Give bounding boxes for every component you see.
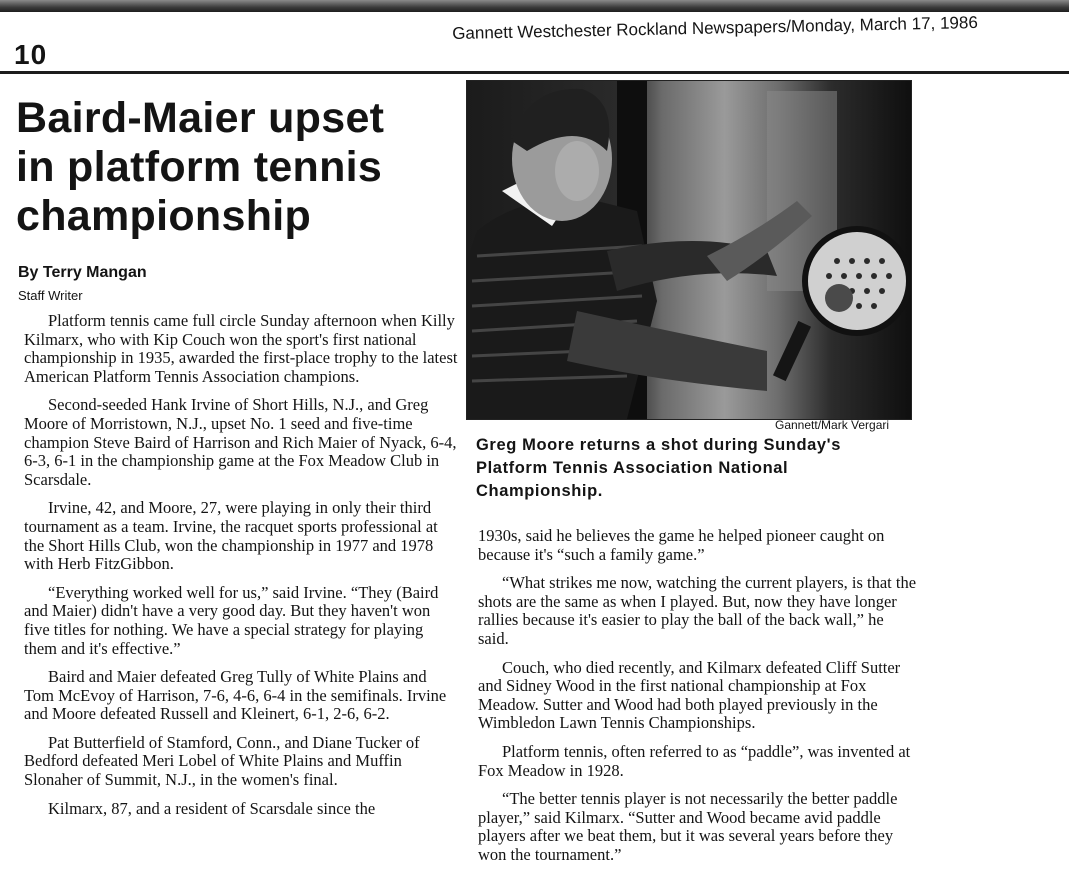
- article-paragraph: Kilmarx, 87, and a resident of Scarsdale since the: [48, 798, 376, 818]
- player-illustration: [467, 81, 911, 419]
- article-column-left: [24, 312, 460, 828]
- article-paragraph: Pat Butterfield of Stamford, Conn., and Diane Tucker of Bedford defeated Meri Lobel of White Plains and Muffin Slonaher of Summit, N.J., in the women's final.: [24, 732, 420, 790]
- article-paragraph: “The better tennis player is not necessarily the better paddle player,” said Kilmarx. “Sutter and Wood became avid paddle players after we beat them, but it was several years before they won the tournament.”: [478, 789, 898, 864]
- top-border: [0, 0, 1069, 12]
- article-paragraph: “What strikes me now, watching the current players, is that the shots are the same as when I played. But, now they have longer rallies because it's easier to play the ball of the back wall,” he said.: [478, 573, 917, 648]
- news-photo: [466, 80, 912, 420]
- article-paragraph: Irvine, 42, and Moore, 27, were playing in only their third tournament as a team. Irvine, the racquet sports professional at the Short Hills Club, won the championship in 1977 and 1978 with Herb FitzGibbon.: [24, 498, 438, 574]
- article-paragraph: 1930s, said he believes the game he helped pioneer caught on because it's “such a family game.”: [478, 526, 885, 564]
- article-paragraph: Couch, who died recently, and Kilmarx defeated Cliff Sutter and Sidney Wood in the first national championship at Fox Meadow. Sutter and Wood had both played previously in the Wimbledon Lawn Tennis Championships.: [478, 657, 901, 733]
- article-paragraph: “Everything worked well for us,” said Irvine. “They (Baird and Maier) didn't have a very good day. But they haven't won five titles for nothing. We have a special strategy for playing them and it's effective.”: [24, 582, 439, 658]
- header-rule: [0, 71, 1069, 74]
- article-paragraph: Baird and Maier defeated Greg Tully of White Plains and Tom McEvoy of Harrison, 7-6, 4-6, 6-4 in the semifinals. Irvine and Moore defeated Russell and Kleinert, 6-1, 2-6, 6-2.: [24, 667, 447, 724]
- photo-credit: Gannett/Mark Vergari: [775, 418, 890, 432]
- byline: By Terry Mangan: [18, 264, 147, 281]
- article-column-right: [478, 527, 918, 875]
- headline-line: Baird-Maier upset: [16, 94, 385, 142]
- byline-role: Staff Writer: [18, 288, 83, 303]
- page-number: 10: [14, 39, 48, 70]
- dateline: Gannett Westchester Rockland Newspapers/Monday, March 17, 1986: [452, 12, 978, 43]
- headline: [16, 94, 456, 241]
- article-paragraph: Second-seeded Hank Irvine of Short Hills, N.J., and Greg Moore of Morristown, N.J., upset No. 1 seed and five-time champion Steve Baird of Harrison and Rich Maier of Nyack, 6-4, 6-3, 6-1 in the championship game at the Fox Meadow Club in Scarsdale.: [24, 395, 457, 489]
- article-paragraph: Platform tennis came full circle Sunday afternoon when Killy Kilmarx, who with Kip Couch won the sport's first national championship in 1935, awarded the first-place trophy to the latest American Platform Tennis Association champions.: [24, 311, 458, 386]
- headline-line: championship: [16, 192, 312, 240]
- photo-caption: Greg Moore returns a shot during Sunday's Platform Tennis Association National Championship.: [476, 436, 841, 500]
- article-paragraph: Platform tennis, often referred to as “paddle”, was invented at Fox Meadow in 1928.: [478, 741, 911, 780]
- headline-line: in platform tennis: [16, 143, 383, 191]
